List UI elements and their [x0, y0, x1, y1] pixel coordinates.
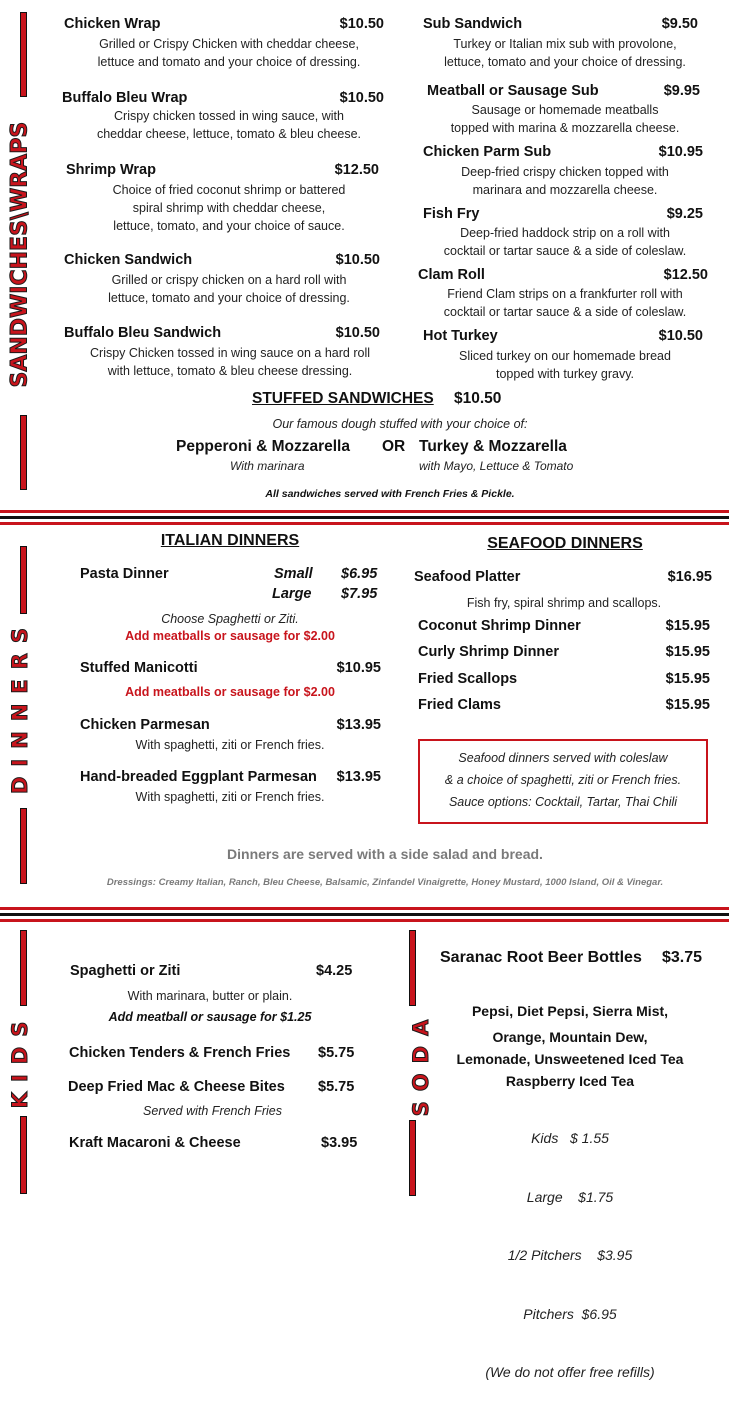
addon-note: Add meatballs or sausage for $2.00 [125, 685, 335, 699]
item-name: Pasta Dinner [80, 566, 169, 582]
item-price: $9.95 [663, 83, 700, 99]
menu-item-coconut-shrimp [418, 618, 710, 634]
item-name: Sub Sandwich [423, 16, 523, 32]
note-line: & a choice of spaghetti, ziti or French fries. [444, 773, 682, 787]
size-price-line: Kids $ 1.55 [531, 1130, 609, 1146]
sandwiches-footer-note: All sandwiches served with French Fries & Pickle. [265, 488, 515, 500]
item-desc-line: cocktail or tartar sauce & a side of coleslaw. [443, 244, 687, 258]
dressings-note: Dressings: Creamy Italian, Ranch, Bleu Cheese, Balsamic, Zinfandel Vinaigrette, Honey Mustard, 1000 Island, Oil & Vinegar. [106, 877, 664, 888]
item-name: Curly Shrimp Dinner [418, 644, 559, 660]
size-price-line: 1/2 Pitchers $3.95 [507, 1247, 633, 1263]
item-desc-line: Deep-fried crispy chicken topped with [461, 165, 669, 179]
item-name: Stuffed Manicotti [80, 660, 198, 676]
item-name: Deep Fried Mac & Cheese Bites [68, 1079, 285, 1095]
side-label-soda: SODA [409, 1009, 433, 1117]
item-price: $3.75 [662, 949, 703, 966]
item-desc-line: lettuce, tomato and your choice of dressing. [108, 291, 350, 305]
menu-item-fried-clams [418, 697, 710, 713]
stuffed-option-turkey-note: with Mayo, Lettuce & Tomato [419, 459, 574, 473]
item-name: Meatball or Sausage Sub [427, 83, 599, 99]
side-bar-top [20, 12, 27, 97]
item-price: $9.50 [661, 16, 698, 32]
italian-dinners-heading: ITALIAN DINNERS [160, 532, 300, 549]
section-divider [0, 907, 729, 925]
item-name: Clam Roll [418, 267, 485, 283]
item-name: Chicken Parm Sub [423, 144, 552, 160]
side-label-dinners: DINNERS [8, 617, 32, 794]
item-desc-line: Sliced turkey on our homemade bread [459, 349, 671, 363]
addon-note: Add meatball or sausage for $1.25 [108, 1010, 312, 1024]
item-name: Fried Scallops [418, 671, 518, 687]
seafood-dinners-heading: SEAFOOD DINNERS [487, 535, 643, 552]
stuffed-intro: Our famous dough stuffed with your choice of: [272, 417, 528, 431]
side-bar-bottom [409, 1120, 416, 1196]
item-price: $3.95 [321, 1135, 358, 1151]
item-price: $12.50 [334, 162, 379, 178]
item-desc-line: lettuce and tomato and your choice of dressing. [97, 55, 361, 69]
item-desc-line: spiral shrimp with cheddar cheese, [132, 201, 326, 215]
item-desc-line: Grilled or Crispy Chicken with cheddar cheese, [99, 37, 359, 51]
item-price: $10.50 [658, 328, 703, 344]
item-name: Hand-breaded Eggplant Parmesan [80, 769, 317, 785]
menu-item-fried-scallops [418, 671, 710, 687]
item-price: $16.95 [667, 569, 712, 585]
item-desc-line: Grilled or crispy chicken on a hard roll with [111, 273, 347, 287]
item-price: $10.50 [339, 90, 384, 106]
item-price: $15.95 [665, 697, 710, 713]
item-name: Spaghetti or Ziti [70, 963, 181, 979]
item-desc-line: marinara and mozzarella cheese. [472, 183, 658, 197]
item-price: $5.75 [318, 1079, 355, 1095]
side-bar-top [409, 930, 416, 1006]
item-desc-line: Choice of fried coconut shrimp or battered [112, 183, 346, 197]
soda-sizes-list [440, 1090, 700, 1422]
item-name: Seafood Platter [414, 569, 521, 585]
item-desc-line: Sausage or homemade meatballs [471, 103, 659, 117]
item-name: Buffalo Bleu Sandwich [64, 325, 222, 341]
stuffed-or: OR [382, 438, 406, 455]
stuffed-price: $10.50 [454, 390, 502, 407]
stuffed-option-pepperoni: Pepperoni & Mozzarella [176, 438, 350, 455]
flavor-line: Raspberry Iced Tea [505, 1073, 635, 1089]
item-desc: Served with French Fries [143, 1104, 282, 1118]
stuffed-option-turkey: Turkey & Mozzarella [419, 438, 567, 455]
item-name: Chicken Tenders & French Fries [69, 1045, 291, 1061]
side-bar-bottom [20, 1116, 27, 1194]
item-name: Chicken Parmesan [80, 717, 210, 733]
side-bar-top [20, 930, 27, 1006]
item-desc-line: Deep-fried haddock strip on a roll with [460, 226, 670, 240]
item-name: Buffalo Bleu Wrap [62, 90, 188, 106]
side-label-sandwiches-wraps: SANDWICHES\WRAPS [7, 121, 33, 388]
flavor-line: Lemonade, Unsweetened Iced Tea [456, 1051, 684, 1067]
menu-item-curly-shrimp [418, 644, 710, 660]
item-desc: With spaghetti, ziti or French fries. [135, 738, 325, 752]
side-bar-bottom [20, 415, 27, 490]
size-label-large: Large [272, 586, 312, 602]
addon-note: Add meatballs or sausage for $2.00 [125, 629, 335, 643]
item-price: $15.95 [665, 644, 710, 660]
item-desc-line: cocktail or tartar sauce & a side of coleslaw. [443, 305, 687, 319]
item-desc-line: with lettuce, tomato & bleu cheese dressing. [107, 364, 353, 378]
size-price-line: Pitchers $6.95 [523, 1305, 617, 1322]
item-desc-line: Crispy Chicken tossed in wing sauce on a hard roll [90, 346, 370, 360]
item-desc-line: Crispy chicken tossed in wing sauce, with [114, 109, 344, 123]
item-price: $15.95 [665, 671, 710, 687]
item-price: $10.50 [335, 325, 380, 341]
item-desc: Choose Spaghetti or Ziti. [161, 612, 299, 626]
item-desc-line: lettuce, tomato and your choice of dressing. [444, 55, 686, 69]
section-divider [0, 510, 729, 528]
note-line: Sauce options: Cocktail, Tartar, Thai Chili [448, 795, 678, 809]
stuffed-title: STUFFED SANDWICHES [252, 390, 434, 407]
price-small: $6.95 [341, 566, 378, 582]
side-label-kids: KIDS [8, 1011, 32, 1109]
item-desc-line: cheddar cheese, lettuce, tomato & bleu cheese. [96, 127, 362, 141]
item-name: Saranac Root Beer Bottles [440, 949, 642, 966]
size-label-small: Small [274, 566, 313, 582]
item-desc-line: lettuce, tomato, and your choice of sauce. [113, 219, 345, 233]
side-bar-bottom [20, 808, 27, 884]
item-desc: With marinara, butter or plain. [127, 989, 293, 1003]
stuffed-option-pepperoni-note: With marinara [230, 459, 305, 473]
item-desc: Fish fry, spiral shrimp and scallops. [466, 596, 662, 610]
item-price: $10.50 [339, 16, 384, 32]
flavor-line: Orange, Mountain Dew, [492, 1029, 648, 1045]
item-name: Chicken Wrap [64, 16, 161, 32]
note-line: Seafood dinners served with coleslaw [458, 751, 668, 765]
item-price: $9.25 [666, 206, 703, 222]
item-desc-line: topped with turkey gravy. [495, 367, 635, 381]
item-price: $10.95 [336, 660, 381, 676]
item-price: $12.50 [663, 267, 708, 283]
item-name: Hot Turkey [423, 328, 498, 344]
side-bar-top [20, 546, 27, 614]
seafood-note-box [418, 739, 708, 824]
soda-flavors-list [440, 1000, 700, 1092]
item-price: $15.95 [665, 618, 710, 634]
item-name: Shrimp Wrap [66, 162, 156, 178]
item-name: Fried Clams [418, 697, 501, 713]
size-price-line: Large $1.75 [526, 1188, 614, 1205]
item-price: $13.95 [336, 769, 381, 785]
item-name: Fish Fry [423, 206, 480, 222]
item-price: $13.95 [336, 717, 381, 733]
dinners-footer-note: Dinners are served with a side salad and bread. [227, 846, 543, 862]
item-desc-line: topped with marina & mozzarella cheese. [450, 121, 680, 135]
item-name: Chicken Sandwich [64, 252, 193, 268]
item-name: Kraft Macaroni & Cheese [69, 1135, 241, 1151]
price-large: $7.95 [341, 586, 378, 602]
item-price: $10.95 [658, 144, 703, 160]
refill-note: (We do not offer free refills) [485, 1364, 655, 1380]
item-price: $5.75 [318, 1045, 355, 1061]
flavor-line: Pepsi, Diet Pepsi, Sierra Mist, [471, 1003, 669, 1019]
item-desc-line: Friend Clam strips on a frankfurter roll with [447, 287, 683, 301]
item-name: Coconut Shrimp Dinner [418, 618, 581, 634]
item-price: $4.25 [316, 963, 353, 979]
item-price: $10.50 [335, 252, 380, 268]
item-desc: With spaghetti, ziti or French fries. [135, 790, 325, 804]
item-desc-line: Turkey or Italian mix sub with provolone, [453, 37, 677, 51]
